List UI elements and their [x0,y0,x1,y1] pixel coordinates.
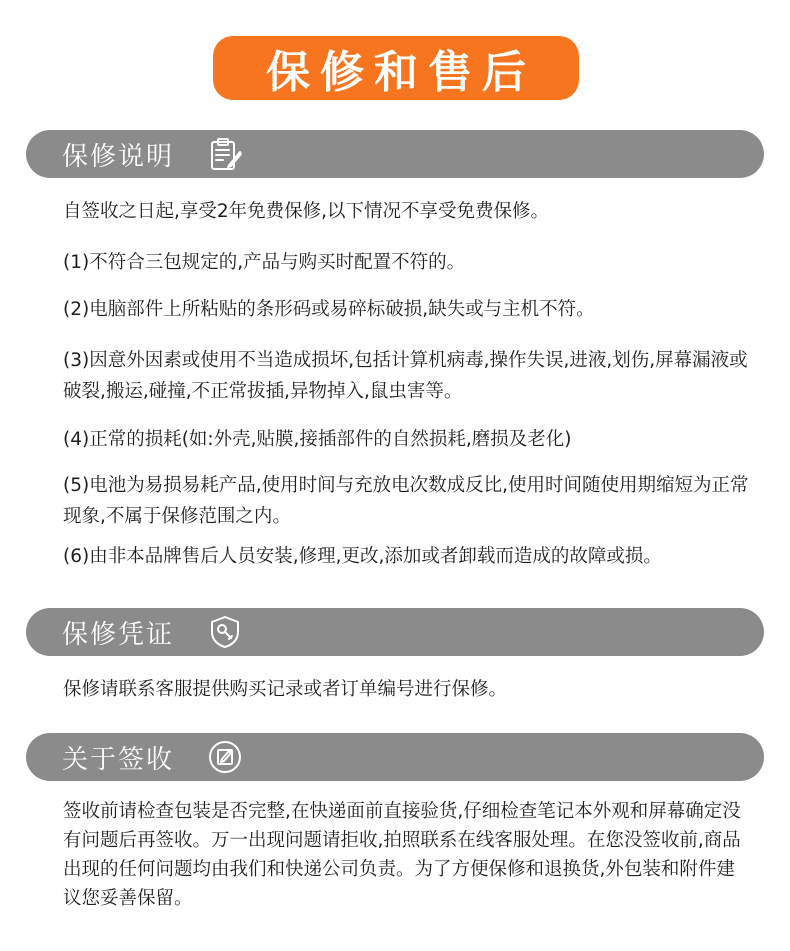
warranty-item: (5)电池为易损易耗产品,使用时间与充放电次数成反比,使用时间随使用期缩短为正常现象,不属于保修范围之内。 [63,475,749,527]
warranty-item: (4)正常的损耗(如:外壳,贴膜,接插部件的自然损耗,磨损及老化) [63,429,572,450]
warranty-proof-text: 保修请联系客服提供购买记录或者订单编号进行保修。 [63,679,508,700]
shield-wrench-icon [206,613,244,651]
section-header-warranty-proof [26,608,764,656]
clipboard-pen-icon [206,135,244,173]
section-title: 保修凭证 [62,619,175,650]
warranty-item: (2)电脑部件上所粘贴的条形码或易碎标破损,缺失或与主机不符。 [63,299,595,320]
section-header-warranty-desc [26,130,764,178]
section-title: 关于签收 [62,744,175,775]
page-title-banner [213,36,579,100]
section-header-signing [26,733,764,781]
section-title: 保修说明 [62,141,175,172]
warranty-item: (1)不符合三包规定的,产品与购买时配置不符的。 [63,252,466,273]
signing-text: 签收前请检查包装是否完整,在快递面前直接验货,仔细检查笔记本外观和屏幕确定没有问题后再签收。万一出现问题请拒收,拍照联系在线客服处理。在您没签收前,商品出现的任何问题均由我们和快递公司负责。为了方便保修和退换货,外包装和附件建议您妥善保留。 [63,801,741,909]
warranty-item: (3)因意外因素或使用不当造成损坏,包括计算机病毒,操作失误,进液,划伤,屏幕漏液或破裂,搬运,碰撞,不正常拔插,异物掉入,鼠虫害等。 [63,350,748,402]
warranty-item: (6)由非本品牌售后人员安装,修理,更改,添加或者卸载而造成的故障或损。 [63,546,662,567]
edit-circle-icon [206,738,244,776]
warranty-intro: 自签收之日起,享受2年免费保修,以下情况不享受免费保修。 [63,201,550,222]
page-title: 保修和售后 [266,47,536,98]
